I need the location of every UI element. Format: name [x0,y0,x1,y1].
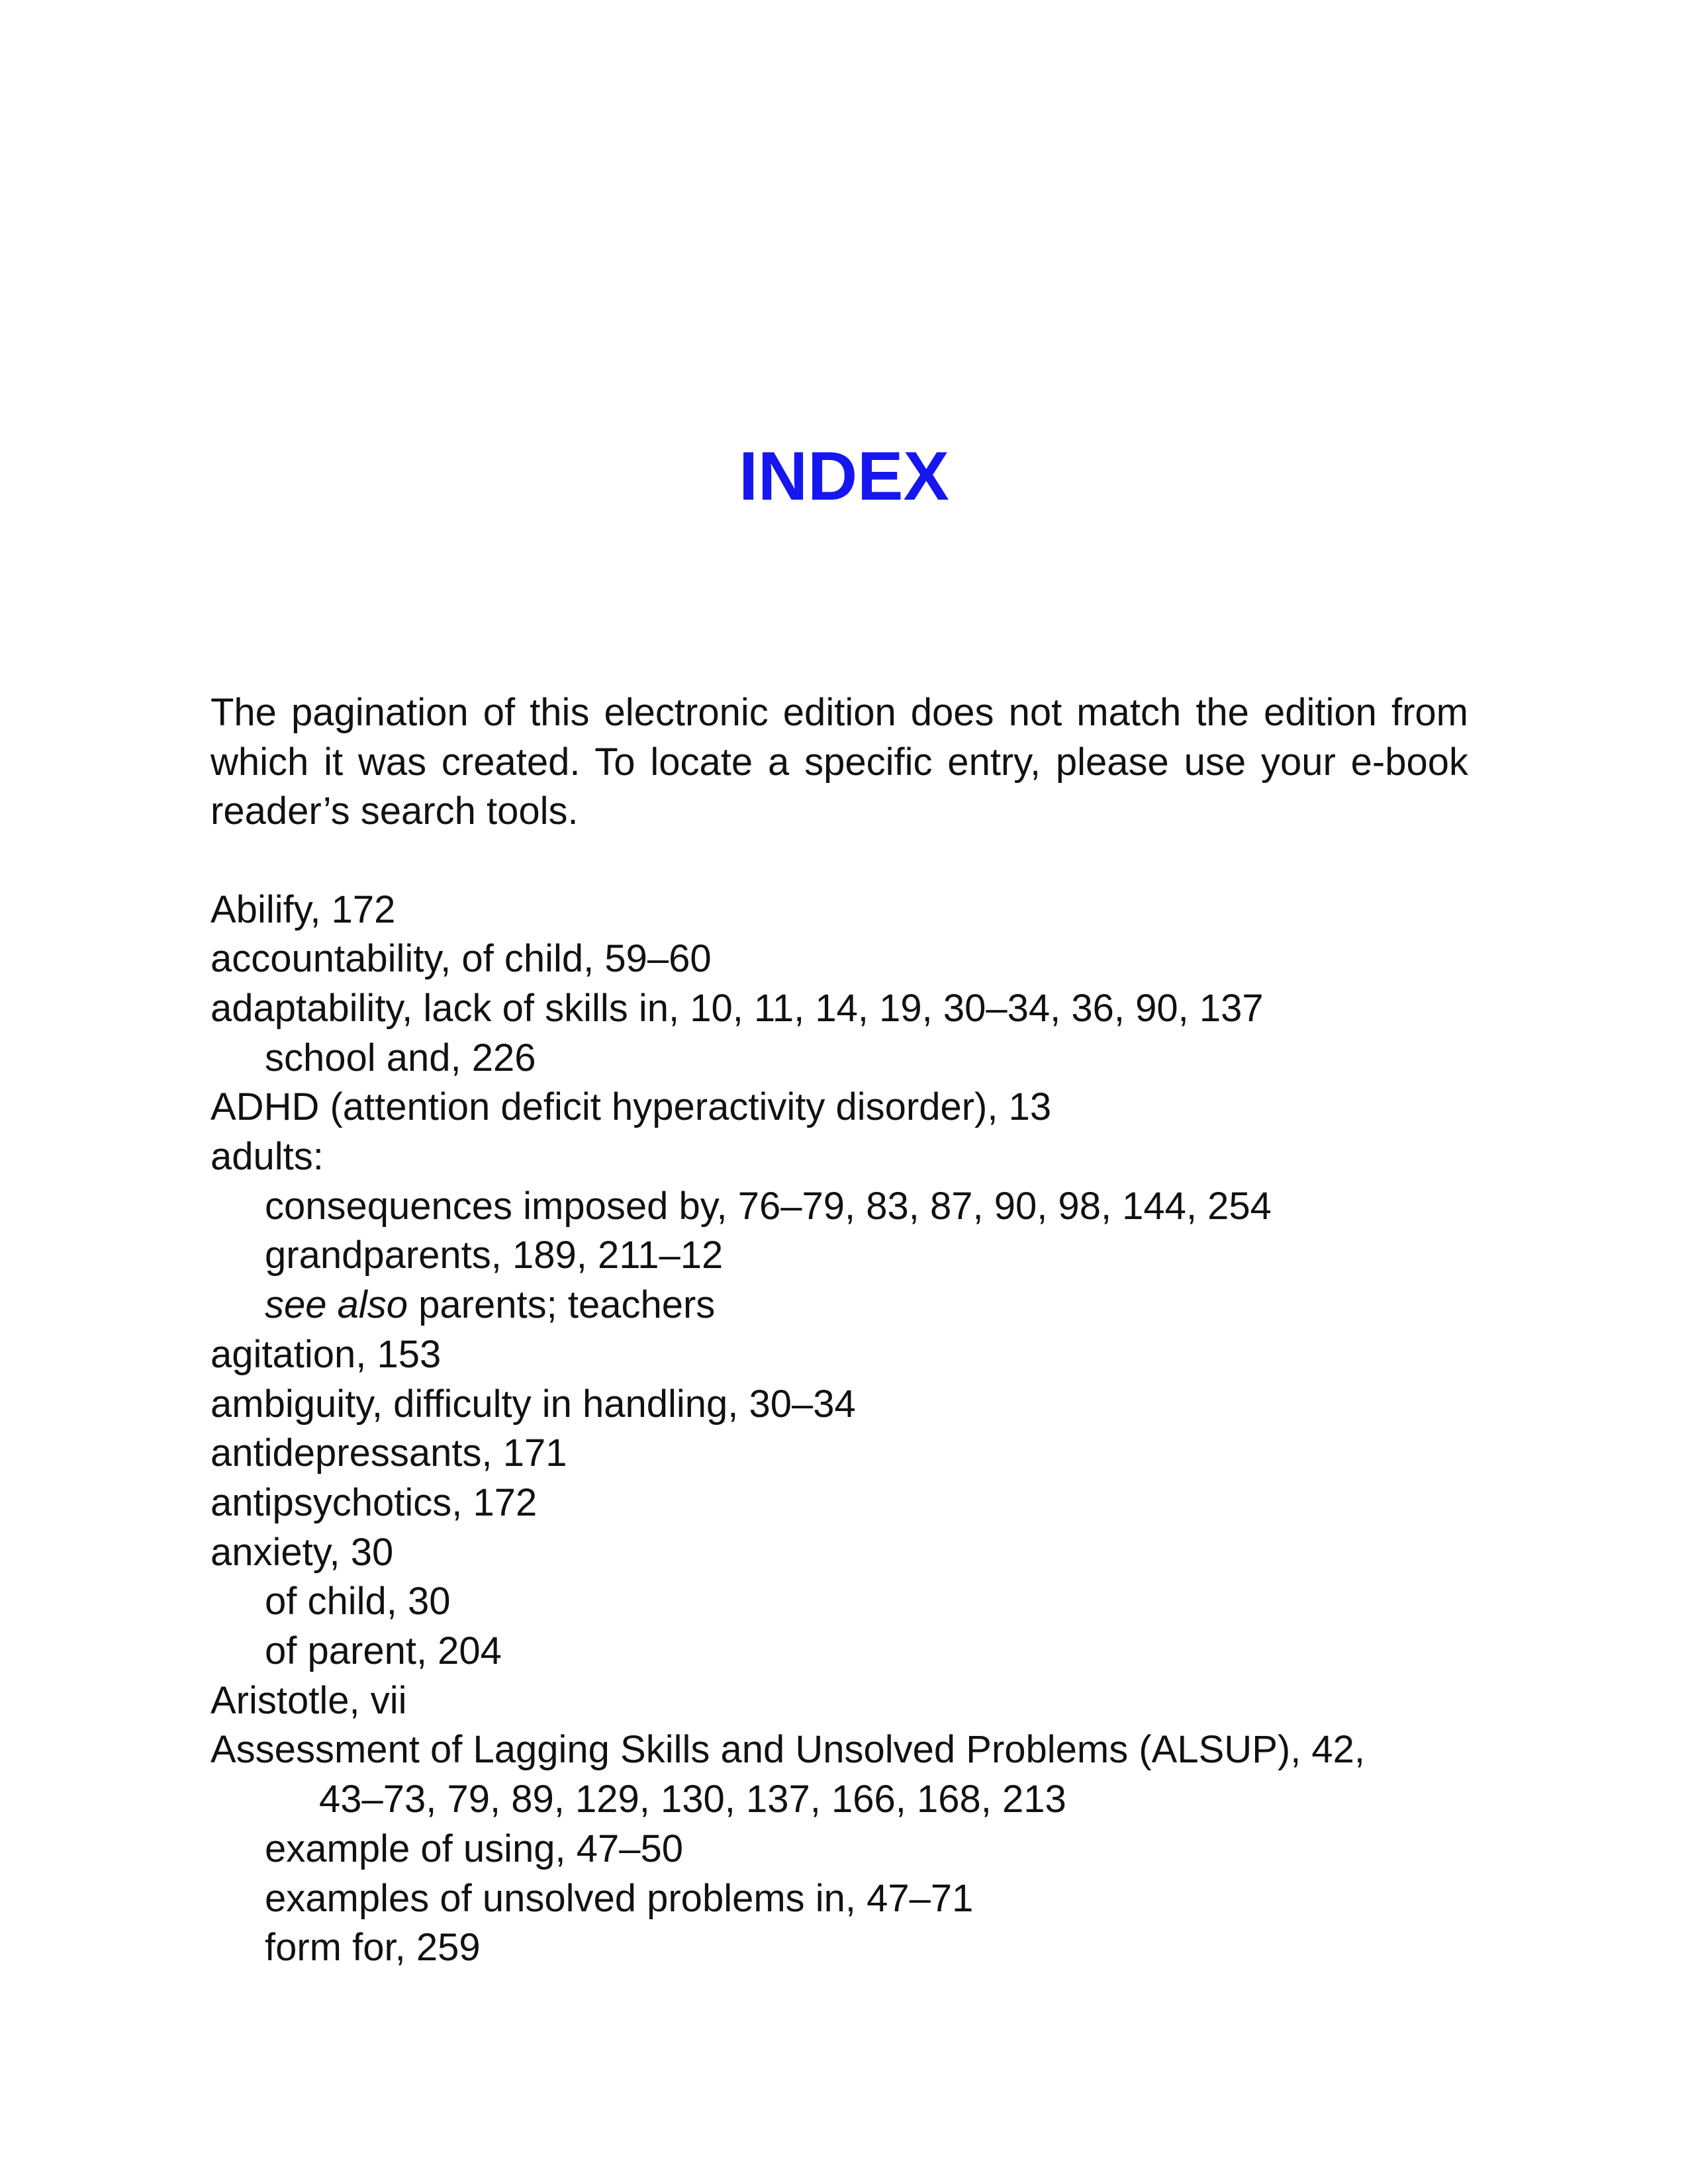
index-entry [211,1132,1468,1182]
index-entry-text: parents; teachers [408,1283,716,1327]
index-entry [211,984,1468,1034]
index-entry-text: Assessment of Lagging Skills and Unsolved Problems (ALSUP), 42, [211,1728,1366,1772]
index-entry [211,1528,1468,1578]
index-entry-text: example of using, 47–50 [265,1827,683,1870]
index-entry-text: Abilify, 172 [211,887,396,931]
index-entry-text: accountability, of child, 59–60 [211,937,712,981]
page-content [211,688,1468,1973]
see-also-label: see also [265,1283,408,1327]
index-subentry [211,1825,1468,1874]
index-entry-text: examples of unsolved problems in, 47–71 [265,1876,974,1920]
index-subentry [211,1923,1468,1973]
index-entry-text: agitation, 153 [211,1332,442,1376]
index-entry [211,1083,1468,1132]
index-entry-text: antidepressants, 171 [211,1432,567,1475]
index-entry-continuation [211,1775,1468,1825]
index-entry [211,1676,1468,1726]
index-subentry [211,1281,1468,1330]
page-title: INDEX [739,438,949,515]
index-entry [211,1725,1468,1775]
index-entry-text: Aristotle, vii [211,1678,407,1722]
index-entry [211,886,1468,935]
index-entry [211,1479,1468,1528]
index-entry-text: of child, 30 [265,1580,451,1623]
pagination-note: The pagination of this electronic edition does not match the edition from which it was created. To locate a specific entry, please use your e-book reader’s search tools. [211,691,1468,833]
index-entry-text: consequences imposed by, 76–79, 83, 87, 90, 98, 144, 254 [265,1184,1272,1228]
index-subentry [211,1231,1468,1281]
index-entry-text: grandparents, 189, 211–12 [265,1234,724,1277]
index-subentry [211,1034,1468,1083]
index-entry-text: adaptability, lack of skills in, 10, 11, 14, 19, 30–34, 36, 90, 137 [211,986,1264,1030]
index-entry [211,1380,1468,1430]
index-entry-text: ADHD (attention deficit hyperactivity disorder), 13 [211,1085,1052,1129]
index-subentry [211,1577,1468,1627]
index-entry [211,1429,1468,1479]
index-entry-text: 43–73, 79, 89, 129, 130, 137, 166, 168, 213 [319,1778,1066,1821]
index-entry-text: adults: [211,1135,324,1179]
index-entry-text: school and, 226 [265,1036,536,1079]
index-entry [211,934,1468,984]
index-entry-text: of parent, 204 [265,1629,502,1673]
index-entry [211,1330,1468,1380]
index-entry-text: ambiguity, difficulty in handling, 30–34 [211,1382,856,1426]
index-entry-text: form for, 259 [265,1926,481,1970]
index-entry-text: antipsychotics, 172 [211,1480,538,1524]
index-entry-text: anxiety, 30 [211,1530,394,1574]
index-subentry [211,1182,1468,1232]
index-subentry [211,1627,1468,1676]
index-list [211,886,1468,1973]
index-subentry [211,1874,1468,1924]
